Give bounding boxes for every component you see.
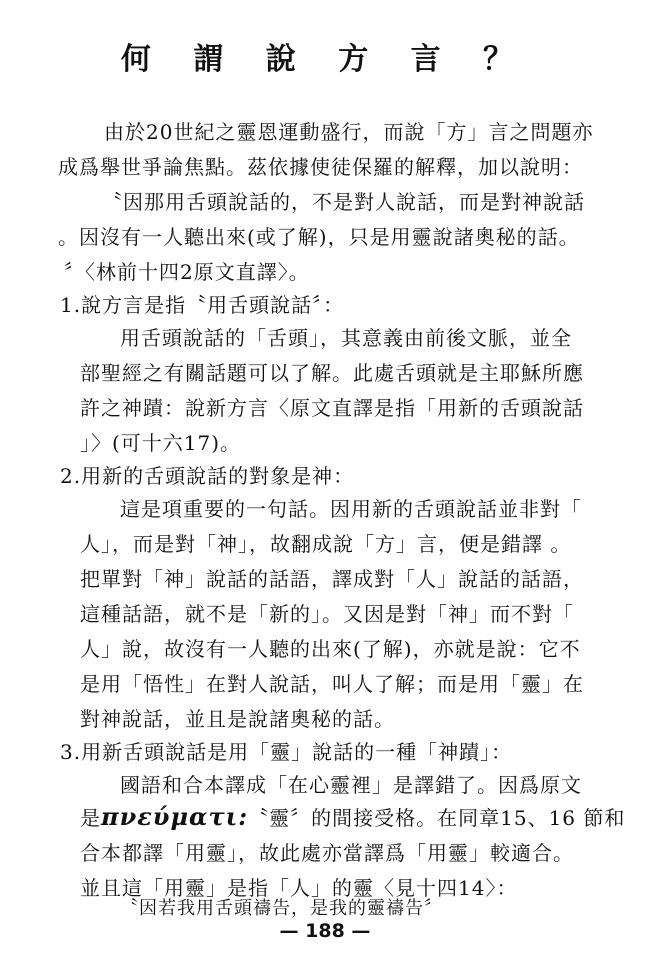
text-line: 人」說，故沒有一人聽的出來(了解)，亦就是說：它不 [80,637,581,661]
text-line: 是用「悟性」在對人說話，叫人了解；而是用「靈」在 [80,672,584,696]
section-heading-3: 3.用新舌頭說話是用「靈」說話的一種「神蹟」： [60,740,513,764]
text-line: 〝因若我用舌頭禱告，是我的靈禱告〞 [120,898,443,919]
text-line: 部聖經之有關話題可以了解。此處舌頭就是主耶穌所應 [80,361,584,385]
text-line: 由於20世紀之靈恩運動盛行，而說「方」言之問題亦 [104,120,594,144]
greek-word: πνεύματι: [101,802,249,831]
section-heading-2: 2.用新的舌頭說話的對象是神： [60,464,355,488]
line-rest: 〝靈〞的間接受格。在同章15、16 節和 [248,806,626,830]
text-line: 合本都譯「用靈」，故此處亦當譯爲「用靈」較適合。 [80,841,574,865]
text-line: 把單對「神」說話的話語，譯成對「人」說話的話語， [80,567,584,591]
text-line: 這是項重要的一句話。因用新的舌頭說話並非對「 [120,497,582,521]
line-prefix: 是 [80,806,101,830]
text-line: 這種話語，就不是「新的」。又因是對「神」而不對「 [80,602,574,626]
text-line: 國語和合本譯成「在心靈裡」是譯錯了。因爲原文 [120,773,582,797]
section-heading-1: 1.說方言是指〝用舌頭說話〞： [60,293,345,317]
text-line: 」〉(可十六17)。 [80,431,242,455]
page-number: — 188 — [279,920,371,942]
text-line: 許之神蹟：說新方言〈原文直譯是指「用新的舌頭說話 [80,396,584,420]
page-title: 何 謂 說 方 言 ？ [120,42,530,77]
text-line: 人」，而是對「神」，故翻成說「方」言，便是錯譯 。 [80,532,572,556]
text-line: 並且這「用靈」是指「人」的靈〈見十四14〉： [80,876,518,900]
text-line: 〝因那用舌頭說話的，不是對人說話，而是對神說話 [102,190,585,214]
text-line: 對神說話，並且是說諸奧秘的話。 [80,707,395,731]
text-line: 〞〈林前十四2原文直譯〉。 [64,260,310,284]
text-line: 。因沒有一人聽出來(或了解)，只是用靈說諸奧秘的話。 [58,225,580,249]
text-line: 成爲舉世爭論焦點。茲依據使徒保羅的解釋，加以說明： [58,155,583,179]
text-line-greek [80,802,626,831]
text-line: 用舌頭說話的「舌頭」，其意義由前後文脈，並全 [120,326,572,350]
